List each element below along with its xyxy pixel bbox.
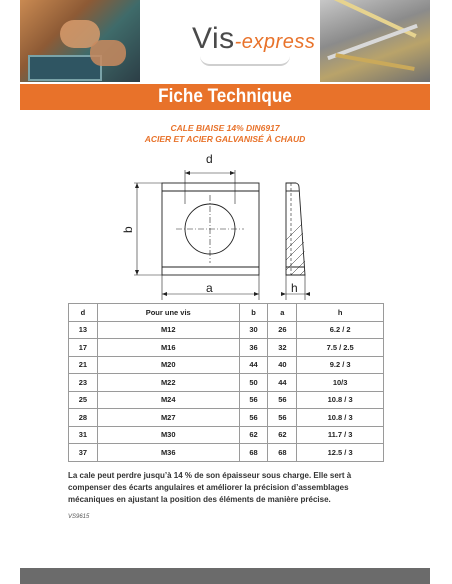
- brand-suffix: -express: [234, 31, 316, 53]
- brand-name: Vis: [192, 22, 235, 55]
- table-row: [69, 374, 384, 392]
- table-row: [69, 426, 384, 444]
- table-cell: M12: [97, 321, 239, 339]
- logo-swoosh: [200, 56, 290, 66]
- table-cell: 12.5 / 3: [297, 444, 384, 462]
- table-cell: M36: [97, 444, 239, 462]
- table-row: [69, 391, 384, 409]
- table-cell: 56: [268, 409, 297, 427]
- product-description: La cale peut perdre jusqu’à 14 % de son épaisseur sous charge. Elle sert à compenser des écarts angulaires et améliorer la précision d’assemblages mécaniques en ajustant la position des éléments de manière précise.: [68, 471, 352, 504]
- table-cell: 26: [268, 321, 297, 339]
- technical-drawing: [20, 140, 430, 300]
- table-cell: M30: [97, 426, 239, 444]
- table-cell: 56: [268, 391, 297, 409]
- column-header-h: h: [297, 304, 384, 322]
- table-header-row: [69, 304, 384, 322]
- table-cell: 68: [239, 444, 268, 462]
- table-cell: 6.2 / 2: [297, 321, 384, 339]
- table-row: [69, 444, 384, 462]
- table-cell: 30: [239, 321, 268, 339]
- table-cell: 62: [268, 426, 297, 444]
- table-cell: M16: [97, 339, 239, 357]
- table-cell: 32: [268, 339, 297, 357]
- table-cell: 40: [268, 356, 297, 374]
- column-header-screw: Pour une vis: [97, 304, 239, 322]
- table-cell: 25: [69, 391, 98, 409]
- dimensions-table: [68, 303, 384, 462]
- table-cell: M27: [97, 409, 239, 427]
- table-cell: 11.7 / 3: [297, 426, 384, 444]
- table-cell: 28: [69, 409, 98, 427]
- table-row: [69, 356, 384, 374]
- table-cell: 44: [239, 356, 268, 374]
- table-cell: 37: [69, 444, 98, 462]
- table-cell: M20: [97, 356, 239, 374]
- footer-bar: [20, 568, 430, 584]
- title-banner: [20, 84, 430, 110]
- table-cell: M24: [97, 391, 239, 409]
- washer-side-view: [286, 183, 305, 275]
- table-cell: 10/3: [297, 374, 384, 392]
- column-header-d: d: [69, 304, 98, 322]
- table-cell: 13: [69, 321, 98, 339]
- dimension-label-a: a: [206, 281, 213, 295]
- table-row: [69, 409, 384, 427]
- table-cell: 9.2 / 3: [297, 356, 384, 374]
- table-cell: 62: [239, 426, 268, 444]
- table-row: [69, 321, 384, 339]
- table-cell: 31: [69, 426, 98, 444]
- table-cell: 10.8 / 3: [297, 409, 384, 427]
- column-header-a: a: [268, 304, 297, 322]
- product-material: ACIER ET ACIER GALVANISÉ À CHAUD: [144, 134, 306, 144]
- table-cell: 10.8 / 3: [297, 391, 384, 409]
- header-photo-hands-image: [20, 0, 140, 82]
- table-cell: 68: [268, 444, 297, 462]
- brand-logo: [192, 22, 315, 56]
- page-title: Fiche Technique: [158, 86, 292, 107]
- table-cell: 17: [69, 339, 98, 357]
- table-cell: 50: [239, 374, 268, 392]
- header-photo-screws-image: [320, 0, 430, 82]
- product-name: CALE BIAISE 14% DIN6917: [170, 123, 280, 133]
- table-cell: 56: [239, 409, 268, 427]
- dimension-label-d: d: [206, 152, 213, 166]
- table-cell: 56: [239, 391, 268, 409]
- table-row: [69, 339, 384, 357]
- table-cell: 23: [69, 374, 98, 392]
- table-cell: M22: [97, 374, 239, 392]
- table-cell: 44: [268, 374, 297, 392]
- table-cell: 36: [239, 339, 268, 357]
- column-header-b: b: [239, 304, 268, 322]
- table-cell: 7.5 / 2.5: [297, 339, 384, 357]
- dimension-label-h: h: [291, 281, 298, 295]
- dimension-label-b: b: [121, 226, 135, 233]
- reference-code: VS9615: [68, 514, 90, 520]
- table-cell: 21: [69, 356, 98, 374]
- header: [20, 0, 430, 82]
